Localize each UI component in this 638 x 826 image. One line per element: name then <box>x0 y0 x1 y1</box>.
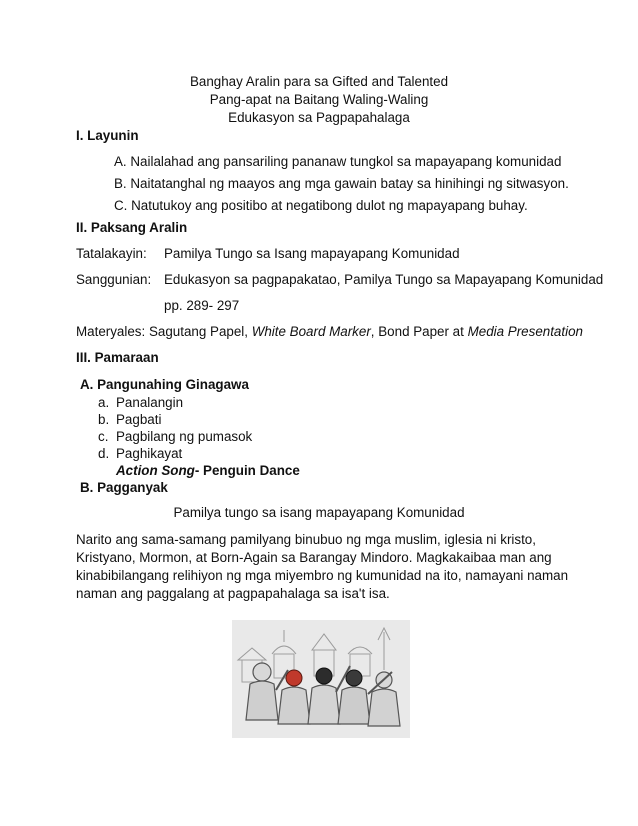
list-item-paghikayat: Paghikayat <box>116 446 183 461</box>
materyales-paper: Sagutang Papel, <box>148 324 248 339</box>
list-marker-b: b. <box>98 412 110 427</box>
pagganyak-title: Pamilya tungo sa isang mapayapang Komunidad <box>173 505 465 520</box>
action-song-line <box>116 463 300 479</box>
title-line-3: Edukasyon sa Pagpapahalaga <box>228 110 410 125</box>
action-song-label: Action Song <box>116 463 195 478</box>
section-1-heading: I. Layunin <box>76 128 139 143</box>
materyales-line <box>76 324 583 340</box>
list-marker-d: d. <box>98 446 110 461</box>
tatalakayin-value: Pamilya Tungo sa Isang mapayapang Komunidad <box>164 246 460 261</box>
paragraph-line-1: Narito ang sama-samang pamilyang binubuo ng mga muslim, iglesia ni kristo, <box>76 532 536 547</box>
list-item-panalangin: Panalangin <box>116 395 184 410</box>
sanggunian-value: Edukasyon sa pagpapakatao, Pamilya Tungo sa Mapayapang Komunidad <box>164 272 604 287</box>
materyales-marker: White Board Marker <box>251 324 371 339</box>
paragraph-line-4: naman ang paggalang at pagpapahalaga sa isa't isa. <box>76 586 390 601</box>
subsection-a-heading: A. Pangunahing Ginagawa <box>80 377 249 392</box>
family-community-illustration <box>232 620 410 738</box>
tatalakayin-label: Tatalakayin: <box>76 246 147 261</box>
list-item-pagbilang: Pagbilang ng pumasok <box>116 429 253 444</box>
illustration-sketch <box>232 620 410 738</box>
materyales-bond: , Bond Paper at <box>370 324 464 339</box>
objective-b: B. Naitatanghal ng maayos ang mga gawain batay sa hinihingi ng sitwasyon. <box>114 176 569 191</box>
reference-pages: pp. 289- 297 <box>164 298 240 313</box>
materyales-media: Media Presentation <box>467 324 583 339</box>
list-item-pagbati: Pagbati <box>116 412 162 427</box>
action-song-value: - Penguin Dance <box>194 463 300 478</box>
paragraph-line-2: Kristyano, Mormon, at Born-Again sa Barangay Mindoro. Magkakaibaa man ang <box>76 550 552 565</box>
sanggunian-label: Sanggunian: <box>76 272 152 287</box>
paragraph-line-3: kinabibilangang relihiyon ng mga miyembro ng kumunidad na ito, namayani naman <box>76 568 569 583</box>
title-line-2: Pang-apat na Baitang Waling-Waling <box>209 92 429 107</box>
list-marker-a: a. <box>98 395 110 410</box>
materyales-label: Materyales: <box>76 324 146 339</box>
section-2-heading: II. Paksang Aralin <box>76 220 188 235</box>
objective-a: A. Nailalahad ang pansariling pananaw tungkol sa mapayapang komunidad <box>114 154 562 169</box>
objective-c: C. Natutukoy ang positibo at negatibong dulot ng mapayapang buhay. <box>114 198 528 213</box>
subsection-b-heading: B. Pagganyak <box>80 480 168 495</box>
list-marker-c: c. <box>98 429 109 444</box>
title-line-1: Banghay Aralin para sa Gifted and Talented <box>189 74 449 89</box>
section-3-heading: III. Pamaraan <box>76 350 159 365</box>
